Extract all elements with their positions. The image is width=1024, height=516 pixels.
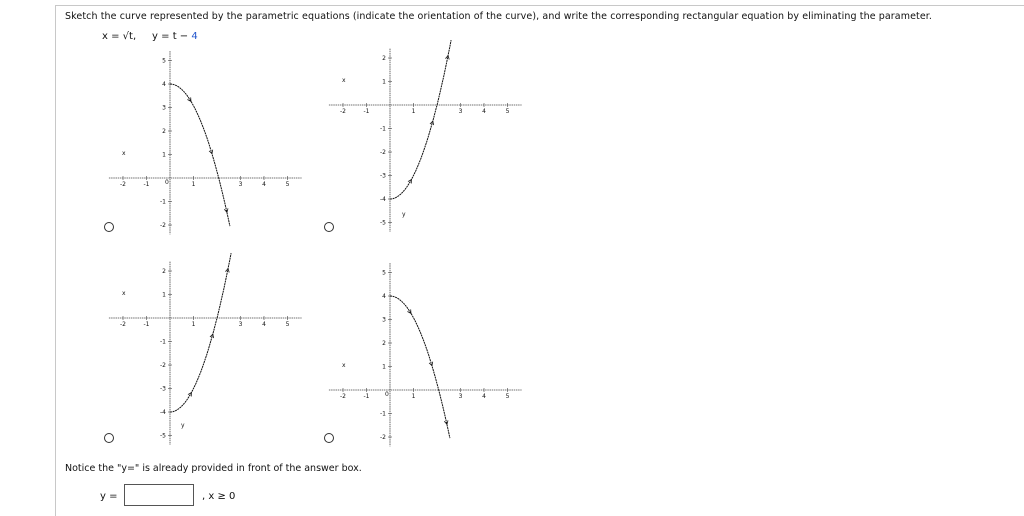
graph-2-x-tick-label: -2: [340, 108, 346, 115]
graph-4-y-tick-label: 3: [382, 316, 386, 324]
graph-1-origin-label: 0: [165, 179, 169, 186]
graph-2-curve: [390, 40, 451, 199]
graph-4-x-tick-label: -2: [340, 393, 346, 400]
graph-2-x-tick-label: 1: [411, 108, 416, 115]
graph-3-x-tick-label: 3: [238, 321, 243, 328]
graph-3-x-tick-label: 4: [262, 321, 266, 328]
graph-2-y-tick-label: -5: [380, 219, 386, 227]
graph-1-x-tick-label: 5: [285, 181, 290, 188]
answer-input[interactable]: [124, 484, 194, 506]
graph-2-y-tick-label: -4: [380, 196, 386, 203]
graph-3-axis-label-x: x: [122, 290, 126, 297]
graph-4-y-tick-label: 1: [382, 363, 386, 371]
graph-1-y-tick-label: -1: [160, 198, 166, 206]
graph-3-y-tick-label: -4: [160, 409, 166, 416]
graph-1-y-tick-label: 3: [162, 104, 166, 112]
graph-4-x-tick-label: 5: [505, 393, 510, 400]
graph-3-x-tick-label: -1: [143, 321, 150, 328]
graph-2-x-tick-label: -1: [363, 108, 370, 115]
equation-y-constant: 4: [191, 31, 198, 42]
graph-4-x-tick-label: 4: [482, 393, 486, 400]
graph-2-y-tick-label: 1: [382, 78, 386, 86]
notice-text: Notice the "y=" is already provided in front of the answer box.: [65, 463, 362, 474]
graph-4-y-tick-label: 5: [382, 269, 386, 277]
graph-4-curve: [390, 296, 450, 438]
graph-4-x-tick-label: 3: [458, 393, 463, 400]
graph-1-x-tick-label: -2: [120, 181, 126, 188]
graph-4-origin-label: 0: [385, 391, 389, 398]
graph-3-y-tick-label: -5: [160, 432, 166, 440]
equation-x: x = √t,: [102, 31, 137, 42]
graph-4-y-tick-label: 4: [382, 293, 386, 300]
graph-2-y-tick-label: -3: [380, 172, 386, 180]
graph-2-y-tick-label: -1: [380, 125, 386, 133]
question-text: Sketch the curve represented by the parametric equations (indicate the orientation of the curve), and write the corresponding rectangular equation by eliminating the parameter.: [65, 11, 933, 22]
graph-2-y-tick-label: 2: [382, 55, 386, 62]
graph-3-axis-label-y: y: [181, 422, 185, 429]
graph-3-y-tick-label: 1: [162, 291, 166, 299]
graph-2-axis-label-x: x: [342, 77, 346, 84]
graph-1-y-tick-label: 4: [162, 81, 166, 88]
answer-label: y =: [100, 491, 118, 502]
graph-3-x-tick-label: -2: [120, 321, 126, 328]
graph-4-x-tick-label: -1: [363, 393, 370, 400]
graph-1-y-tick-label: 5: [162, 57, 166, 65]
graph-3-y-tick-label: -3: [160, 385, 166, 393]
graph-3-y-tick-label: -1: [160, 338, 166, 346]
graph-3-curve: [170, 253, 231, 412]
graph-2-axis-label-y: y: [402, 211, 406, 218]
graph-1-y-tick-label: 1: [162, 151, 166, 159]
graph-2-x-tick-label: 3: [458, 108, 463, 115]
graph-1-x-tick-label: 4: [262, 181, 266, 188]
graph-4-y-tick-label: -1: [380, 410, 386, 418]
graph-3-y-tick-label: 2: [162, 268, 166, 275]
graph-4-axis-label-x: x: [342, 362, 346, 369]
graph-1-y-tick-label: 2: [162, 128, 166, 135]
graph-4-y-tick-label: 2: [382, 340, 386, 347]
graph-2-y-tick-label: -2: [380, 149, 386, 156]
graph-1-x-tick-label: 3: [238, 181, 243, 188]
graph-3-x-tick-label: 5: [285, 321, 290, 328]
graph-1-y-tick-label: -2: [160, 222, 166, 229]
graph-1-curve: [170, 84, 230, 226]
graph-3-x-tick-label: 1: [191, 321, 196, 328]
graph-2-x-tick-label: 5: [505, 108, 510, 115]
graph-1-x-tick-label: -1: [143, 181, 150, 188]
graph-4-y-tick-label: -2: [380, 434, 386, 441]
graph-4-x-tick-label: 1: [411, 393, 416, 400]
graph-2-x-tick-label: 4: [482, 108, 486, 115]
answer-domain-suffix: , x ≥ 0: [202, 491, 236, 502]
equation-y-prefix: y = t −: [152, 31, 192, 42]
graph-1-axis-label-x: x: [122, 150, 126, 157]
graph-1-x-tick-label: 1: [191, 181, 196, 188]
graph-3-y-tick-label: -2: [160, 362, 166, 369]
